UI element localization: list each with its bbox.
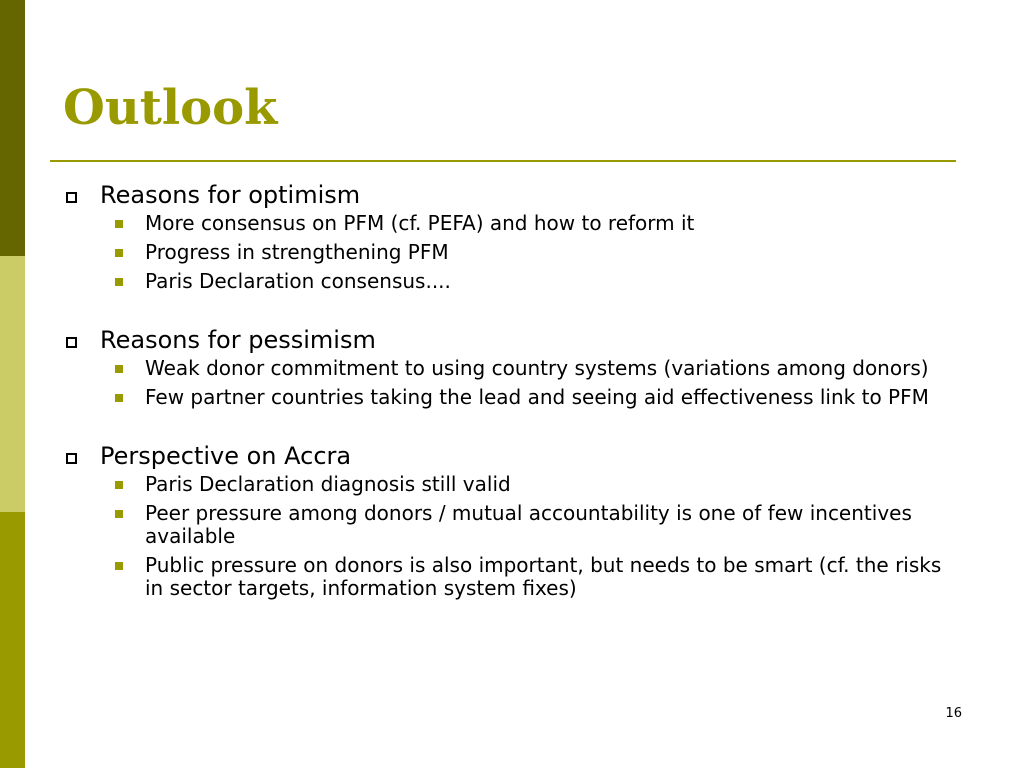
section-heading (60, 180, 965, 210)
list-item (60, 554, 965, 600)
hollow-square-bullet-icon (66, 192, 77, 203)
square-bullet-icon (115, 220, 123, 228)
hollow-square-bullet-icon (66, 337, 77, 348)
list-item (60, 212, 965, 235)
list-item (60, 241, 965, 264)
slide-body (60, 180, 965, 606)
bullet-list (60, 212, 965, 293)
accent-bar-top (0, 0, 25, 256)
section-optimism (60, 180, 965, 293)
slide-number: 16 (945, 706, 962, 721)
section-heading-text: Reasons for pessimism (100, 326, 376, 354)
hollow-square-bullet-icon (66, 453, 77, 464)
square-bullet-icon (115, 562, 123, 570)
left-accent-bar (0, 0, 25, 768)
section-heading-text: Reasons for optimism (100, 181, 361, 209)
bullet-list (60, 357, 965, 409)
list-item-text: Peer pressure among donors / mutual accountability is one of few incentives available (145, 501, 912, 548)
accent-bar-middle (0, 256, 25, 512)
list-item-text: Paris Declaration consensus.... (145, 269, 451, 293)
list-item (60, 502, 965, 548)
list-item (60, 473, 965, 496)
section-accra (60, 441, 965, 600)
list-item-text: Progress in strengthening PFM (145, 240, 449, 264)
list-item-text: Few partner countries taking the lead and seeing aid effectiveness link to PFM (145, 385, 929, 409)
square-bullet-icon (115, 394, 123, 402)
accent-bar-bottom (0, 512, 25, 768)
square-bullet-icon (115, 278, 123, 286)
section-heading-text: Perspective on Accra (100, 442, 352, 470)
square-bullet-icon (115, 510, 123, 518)
section-heading (60, 325, 965, 355)
title-divider (50, 160, 956, 162)
list-item (60, 357, 965, 380)
list-item (60, 386, 965, 409)
square-bullet-icon (115, 249, 123, 257)
list-item-text: Paris Declaration diagnosis still valid (145, 472, 511, 496)
list-item-text: Public pressure on donors is also important, but needs to be smart (cf. the risks in sector targets, information system fixes) (145, 553, 942, 600)
list-item-text: More consensus on PFM (cf. PEFA) and how to reform it (145, 211, 695, 235)
section-pessimism (60, 325, 965, 409)
list-item (60, 270, 965, 293)
slide-title: Outlook (63, 80, 278, 136)
square-bullet-icon (115, 481, 123, 489)
section-heading (60, 441, 965, 471)
bullet-list (60, 473, 965, 600)
list-item-text: Weak donor commitment to using country systems (variations among donors) (145, 356, 929, 380)
square-bullet-icon (115, 365, 123, 373)
